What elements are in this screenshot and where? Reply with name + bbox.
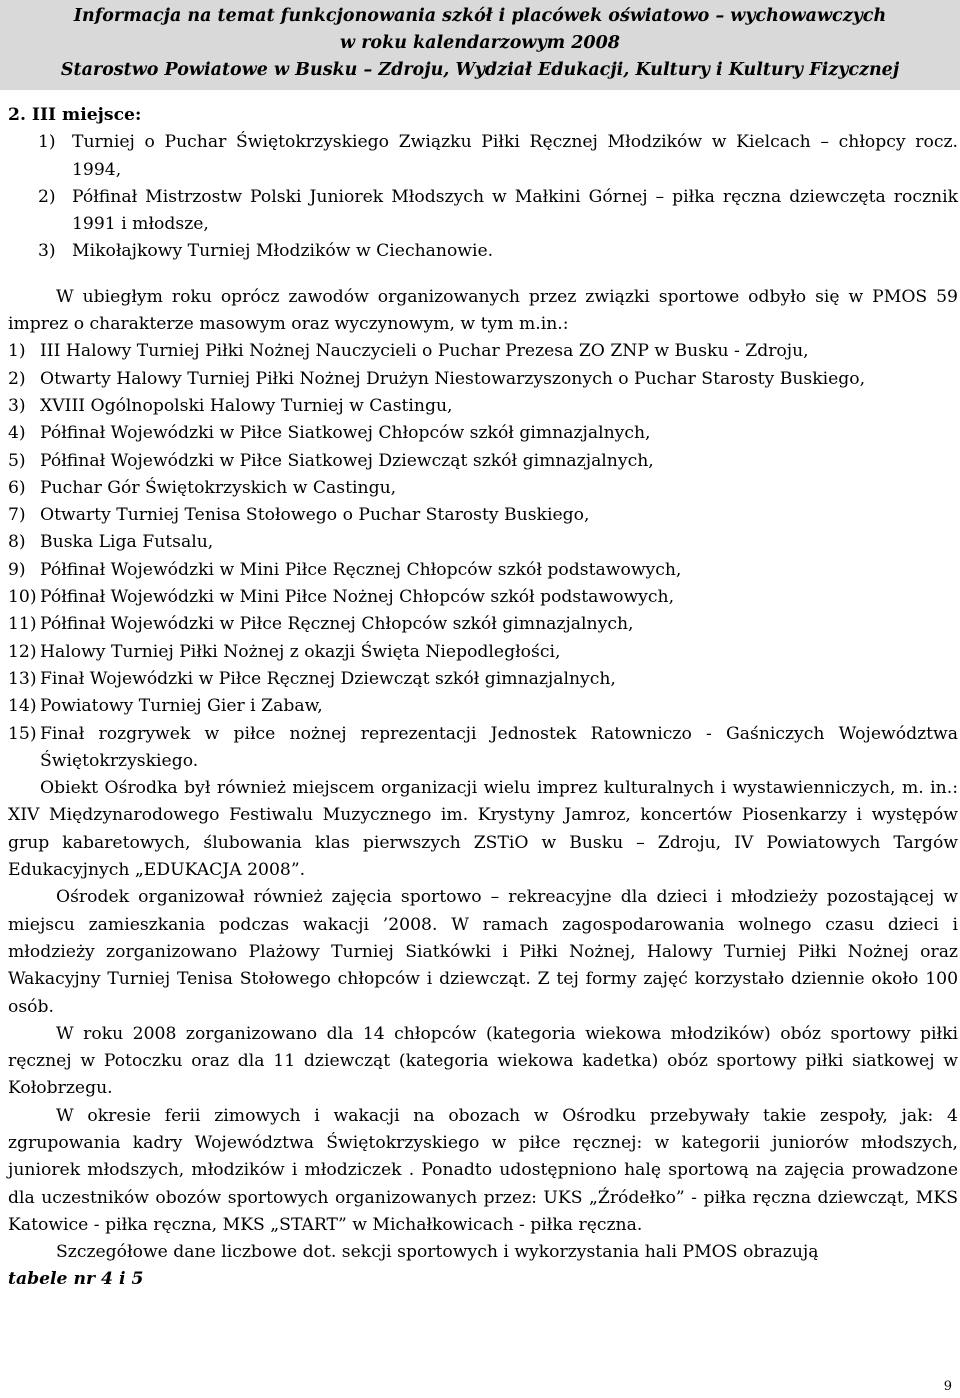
list-item-text: Finał Wojewódzki w Piłce Ręcznej Dziewcząt szkół gimnazjalnych,: [40, 668, 616, 689]
list-item: [8, 475, 958, 502]
intro-paragraph: W ubiegłym roku oprócz zawodów organizowanych przez związki sportowe odbyło się w PMOS 59 imprez o charakterze masowym oraz wyczynowym, w tym m.in.:: [8, 286, 958, 335]
list-item: [8, 611, 958, 638]
list-item: [8, 338, 958, 365]
list-item-text: Otwarty Turniej Tenisa Stołowego o Puchar Starosty Buskiego,: [40, 505, 590, 526]
paragraph-details: Szczegółowe dane liczbowe dot. sekcji sportowych i wykorzystania hali PMOS obrazują: [56, 1242, 819, 1263]
list-item: [8, 238, 958, 265]
list-item: [8, 502, 958, 529]
list-item-text: Półfinał Wojewódzki w Piłce Siatkowej Dziewcząt szkół gimnazjalnych,: [40, 450, 654, 471]
list-item-text: XVIII Ogólnopolski Halowy Turniej w Castingu,: [40, 395, 453, 416]
list-item-number: 9): [8, 559, 26, 580]
document-body: [8, 100, 958, 1294]
list-item-text: Półfinał Wojewódzki w Mini Piłce Ręcznej Chłopców szkół podstawowych,: [40, 559, 682, 580]
list-item-number: 7): [8, 505, 26, 526]
list-item: [8, 584, 958, 611]
list-item-text: Finał rozgrywek w piłce nożnej reprezentacji Jednostek Ratowniczo - Gaśniczych Województwa Świętokrzyskiego.: [40, 723, 958, 771]
paragraph-teams: W okresie ferii zimowych i wakacji na obozach w Ośrodku przebywały takie zespoły, jak: 4 zgrupowania kadry Województwa Świętokrzyskiego w piłce ręcznej: w kategorii juniorów młodszych, juniorek młodszych, młodzików i młodziczek . Ponadto udostępniono halę sportową na zajęcia prowadzone dla uczestników obozów sportowych organizowanych przez: UKS „Źródełko” - piłka ręczna dziewcząt, MKS Katowice - piłka ręczna, MKS „START” w Michałkowicach - piłka ręczna.: [8, 1105, 958, 1235]
document-header: [0, 0, 960, 90]
list-item-number: 8): [8, 532, 26, 553]
list-item-number: 2): [38, 186, 56, 207]
list-item: [8, 129, 958, 184]
list-item: [8, 557, 958, 584]
list-item-text: Buska Liga Futsalu,: [40, 532, 214, 553]
list-item-number: 2): [8, 368, 26, 389]
list-item-text: Półfinał Wojewódzki w Mini Piłce Nożnej Chłopców szkół podstawowych,: [40, 587, 675, 608]
paragraph-summer-activities: Ośrodek organizował również zajęcia sportowo – rekreacyjne dla dzieci i młodzieży pozostającej w miejscu zamieszkania podczas wakacji ’2008. W ramach zagospodarowania wolnego czasu dzieci i młodzieży zorganizowano Plażowy Turniej Siatkówki i Piłki Nożnej, Halowy Turniej Piłki Nożnej oraz Wakacyjny Turniej Tenisa Stołowego chłopców i dziewcząt. Z tej formy zajęć korzystało dziennie około 100 osób.: [8, 887, 958, 1017]
list-item-number: 3): [38, 241, 56, 262]
list-item-text: Puchar Gór Świętokrzyskich w Castingu,: [40, 477, 397, 498]
list-item-text: Halowy Turniej Piłki Nożnej z okazji Święta Niepodległości,: [40, 641, 561, 662]
list-item: [8, 420, 958, 447]
list-item-number: 10): [8, 587, 37, 608]
spacer: [8, 266, 958, 284]
section-title: 2. III miejsce:: [8, 105, 142, 125]
third-place-list: [8, 129, 958, 265]
list-item-number: 12): [8, 641, 37, 662]
list-item: [8, 366, 958, 393]
list-item-text: Mikołajkowy Turniej Młodzików w Ciechanowie.: [72, 241, 494, 262]
header-line-2: w roku kalendarzowym 2008: [340, 33, 620, 53]
header-line-3: Starostwo Powiatowe w Busku – Zdroju, Wydział Edukacji, Kultury i Kultury Fizycznej: [60, 60, 900, 80]
list-item-text: Otwarty Halowy Turniej Piłki Nożnej Drużyn Niestowarzyszonych o Puchar Starosty Buskiego,: [40, 368, 866, 389]
list-item-text: Półfinał Wojewódzki w Piłce Ręcznej Chłopców szkół gimnazjalnych,: [40, 614, 634, 635]
list-item-number: 5): [8, 450, 26, 471]
list-item-number: 1): [8, 341, 26, 362]
paragraph-sport-camps: W roku 2008 zorganizowano dla 14 chłopców (kategoria wiekowa młodzików) obóz sportowy piłki ręcznej w Potoczku oraz dla 11 dziewcząt (kategoria wiekowa kadetka) obóz sportowy piłki siatkowej w Kołobrzegu.: [8, 1023, 958, 1099]
page-number: 9: [943, 1379, 952, 1394]
list-item-number: 6): [8, 477, 26, 498]
list-item-number: 13): [8, 668, 37, 689]
list-item-number: 1): [38, 132, 56, 153]
list-item: [8, 184, 958, 239]
list-item-number: 4): [8, 423, 26, 444]
list-item: [8, 693, 958, 720]
list-item: [8, 639, 958, 666]
list-item-number: 3): [8, 395, 26, 416]
list-item-number: 14): [8, 696, 37, 717]
list-item: [8, 393, 958, 420]
list-item: [8, 666, 958, 693]
list-item-number: 11): [8, 614, 37, 635]
list-item-number: 15): [8, 723, 37, 744]
list-item-text: Półfinał Mistrzostw Polski Juniorek Młodszych w Małkini Górnej – piłka ręczna dziewczęta rocznik 1991 i młodsze,: [72, 186, 958, 235]
tables-reference: tabele nr 4 i 5: [8, 1269, 144, 1290]
list-item-text: Turniej o Puchar Świętokrzyskiego Związku Piłki Ręcznej Młodzików w Kielcach – chłopcy rocz. 1994,: [72, 132, 958, 180]
events-list: [8, 338, 958, 775]
paragraph-cultural-events: Obiekt Ośrodka był również miejscem organizacji wielu imprez kulturalnych i wystawienniczych, m. in.: XIV Międzynarodowego Festiwalu Muzycznego im. Krystyny Jamroz, koncertów Piosenkarzy i występów grup kabaretowych, ślubowania klas pierwszych ZSTiO w Busku – Zdroju, IV Powiatowych Targów Edukacyjnych „EDUKACJA 2008”.: [8, 778, 958, 881]
header-line-1: Informacja na temat funkcjonowania szkół i placówek oświatowo – wychowawczych: [73, 6, 887, 26]
list-item: [8, 721, 958, 776]
list-item: [8, 448, 958, 475]
list-item: [8, 529, 958, 556]
list-item-text: Półfinał Wojewódzki w Piłce Siatkowej Chłopców szkół gimnazjalnych,: [40, 423, 651, 444]
list-item-text: Powiatowy Turniej Gier i Zabaw,: [40, 696, 323, 717]
list-item-text: III Halowy Turniej Piłki Nożnej Nauczycieli o Puchar Prezesa ZO ZNP w Busku - Zdroju,: [40, 341, 809, 362]
